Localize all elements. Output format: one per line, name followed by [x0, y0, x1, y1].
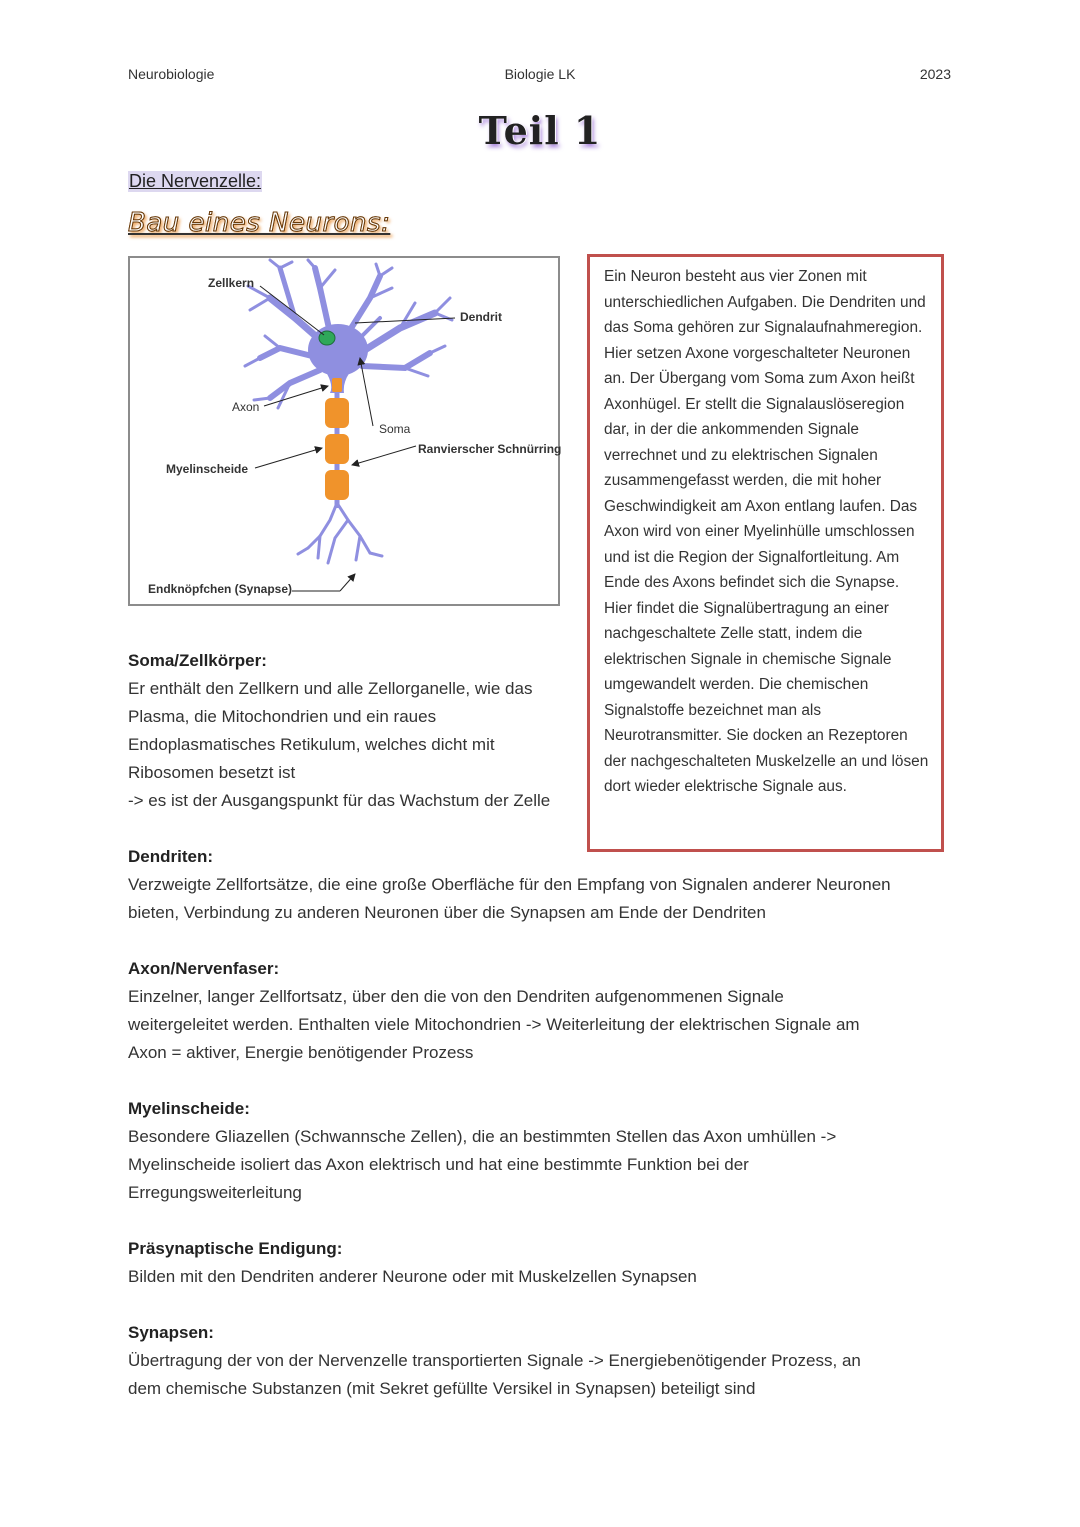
syn-line: dem chemische Substanzen (mit Sekret gefüllte Versikel in Synapsen) beteiligt sind [128, 1379, 756, 1398]
section-label: Die Nervenzelle: [129, 171, 262, 191]
page-title: Teil 1 [478, 108, 602, 153]
soma-line: -> es ist der Ausgangspunkt für das Wachstum der Zelle [128, 791, 551, 810]
soma-line: Plasma, die Mitochondrien und ein raues [128, 707, 437, 726]
axon-line: weitergeleitet werden. Enthalten viele Mitochondrien -> Weiterleitung der elektrischen Signale am [128, 1015, 860, 1034]
header-course: Biologie LK [504, 66, 576, 82]
label-soma: Soma [379, 422, 411, 436]
subtitle: Bau eines Neurons: [128, 208, 391, 238]
prae-heading: Präsynaptische Endigung: [128, 1239, 343, 1258]
myelin-heading: Myelinscheide: [128, 1099, 250, 1118]
section-myelin [128, 1095, 958, 1207]
header-subject: Neurobiologie [128, 66, 215, 82]
axon-heading: Axon/Nervenfaser: [128, 959, 280, 978]
section-soma [128, 647, 588, 815]
syn-line: Übertragung der von der Nervenzelle transportierten Signale -> Energiebenötigender Prozess, an [128, 1351, 861, 1370]
soma-line: Ribosomen besetzt ist [128, 763, 296, 782]
prae-line: Bilden mit den Dendriten anderer Neurone oder mit Muskelzellen Synapsen [128, 1267, 697, 1286]
section-praesynaptisch [128, 1235, 958, 1291]
info-box-text: Ein Neuron besteht aus vier Zonen mit unterschiedlichen Aufgaben. Die Dendriten und das Soma gehören zur Signalaufnahmeregion. Hier setzen Axone vorgeschalteter Neuronen an. Der Übergang vom Soma zum Axon heißt Axonhügel. Er stellt die Signalauslöseregion dar, in der die ankommenden Signale verrechnet und zu elektrischen Signalen zusammengefasst werden, die mit hoher Geschwindigkeit am Axon entlang laufen. Das Axon wird von einer Myelinhülle umschlossen und ist die Region der Signalfortleitung. Am Ende des Axons befindet sich die Synapse. Hier findet die Signalübertragung an einer nachgeschaltete Zelle statt, indem die elektrischen Signale in chemische Signale umgewandelt werden. Die chemischen Signalstoffe bezeichnet man als Neurotransmitter. Sie docken an Rezeptoren der nachgeschalteten Muskelzelle an und lösen dort wieder elektrische Signale aus. [604, 268, 929, 795]
section-dendriten [128, 843, 958, 927]
soma-line: Endoplasmatisches Retikulum, welches dicht mit [128, 735, 495, 754]
axon-line: Einzelner, langer Zellfortsatz, über den die von den Dendriten aufgenommenen Signale [128, 987, 784, 1006]
myelin-line: Myelinscheide isoliert das Axon elektrisch und hat eine bestimmte Funktion bei der [128, 1155, 749, 1174]
label-axon: Axon [232, 400, 260, 414]
terminal-branches [298, 503, 382, 563]
axon-line: Axon = aktiver, Energie benötigender Prozess [128, 1043, 474, 1062]
label-endknoepfchen: Endknöpfchen (Synapse) [148, 582, 293, 596]
myelin-line: Besondere Gliazellen (Schwannsche Zellen), die an bestimmten Stellen das Axon umhüllen -> [128, 1127, 837, 1146]
soma-line: Er enthält den Zellkern und alle Zellorganelle, wie das [128, 679, 533, 698]
section-synapsen [128, 1319, 958, 1403]
label-dendrit: Dendrit [460, 310, 502, 324]
neuron-diagram [128, 256, 560, 606]
dendriten-line: bieten, Verbindung zu anderen Neuronen über die Synapsen am Ende der Dendriten [128, 903, 766, 922]
header-year: 2023 [919, 66, 951, 82]
section-axon [128, 955, 958, 1067]
info-box [587, 254, 944, 852]
label-ranvier: Ranvierscher Schnürring [418, 442, 562, 456]
syn-heading: Synapsen: [128, 1323, 214, 1342]
label-myelin: Myelinscheide [166, 462, 249, 476]
dendriten-line: Verzweigte Zellfortsätze, die eine große Oberfläche für den Empfang von Signalen anderer Neuronen [128, 875, 891, 894]
soma-heading: Soma/Zellkörper: [128, 651, 267, 670]
dendriten-heading: Dendriten: [128, 847, 213, 866]
label-zellkern: Zellkern [208, 276, 255, 290]
myelin-line: Erregungsweiterleitung [128, 1183, 302, 1202]
